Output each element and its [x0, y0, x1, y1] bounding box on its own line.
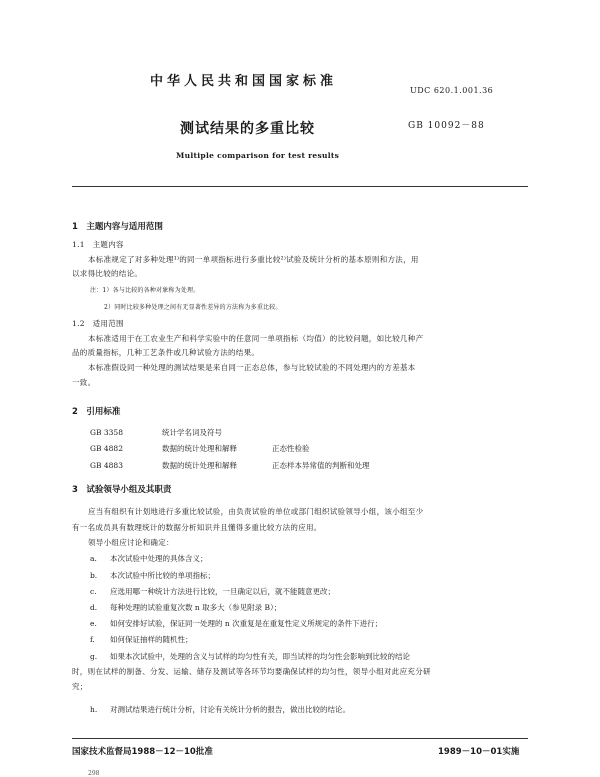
list-item-g-continuation-2: 究；	[72, 682, 88, 691]
header-divider	[72, 186, 528, 187]
approval-date: 国家技术监督局1988－12－10批准	[72, 747, 213, 757]
list-item-text: 本次试验中处理的具体含义；	[110, 554, 208, 563]
reference-name: 统计学名词及符号	[162, 428, 222, 437]
section-1-1-paragraph-line1: 本标准规定了对多种处理¹⁾的同一单项指标进行多重比较²⁾试验及统计分析的基本原则和方法，用	[88, 255, 419, 264]
document-title: 测试结果的多重比较	[180, 121, 315, 137]
section-1-title: 1 主题内容与适用范围	[72, 222, 163, 232]
list-item	[90, 651, 410, 662]
list-item-text: 应选用哪一种统计方法进行比较，一旦确定以后，就不能随意更改；	[110, 587, 335, 596]
reference-name: 数据的统计处理和解释	[162, 444, 237, 453]
document-title-en: Multiple comparison for test results	[176, 151, 340, 160]
reference-extra: 正态样本异常值的判断和处理	[272, 461, 370, 470]
list-item	[90, 570, 215, 581]
reference-row	[90, 460, 370, 471]
list-item-text: 本次试验中所比较的单项指标；	[110, 571, 215, 580]
list-item	[90, 553, 208, 564]
list-item-letter: a.	[90, 554, 97, 563]
reference-extra: 正态性检验	[272, 444, 310, 453]
section-3-title: 3 试验领导小组及其职责	[72, 485, 172, 495]
section-1-1-title: 1.1 主题内容	[72, 240, 124, 249]
section-1-2-paragraph2-line1: 本标准假设同一种处理的测试结果是来自同一正态总体，参与比较试验的不同处理内的方差基本	[88, 363, 416, 372]
section-2-title: 2 引用标准	[72, 407, 121, 417]
list-item	[90, 704, 350, 715]
list-item-g-continuation-1: 时，则在试样的制备、分发、运输、储存及测试等各环节均要确保试样的均匀性，领导小组对此应充分研	[72, 667, 431, 676]
udc-code: UDC 620.1.001.36	[410, 86, 494, 95]
page-number: 298	[88, 770, 100, 777]
list-item-letter: c.	[90, 587, 97, 596]
list-item-text: 如何保证抽样的随机性；	[110, 635, 193, 644]
footer-divider	[72, 738, 528, 739]
list-item-text: 如何安排好试验，保证同一处理的 n 次重复是在重复性定义所规定的条件下进行；	[110, 619, 383, 628]
reference-code: GB 4883	[90, 461, 123, 470]
section-3-paragraph2: 领导小组应讨论和确定：	[88, 538, 174, 547]
list-item-letter: e.	[90, 619, 97, 628]
list-item-text: 每种处理的试验重复次数 n 取多大（参见附录 B）；	[110, 603, 282, 612]
section-3-paragraph1-line1: 应当有组织有计划地进行多重比较试验，由负责试验的单位或部门组织试验领导小组，该小组至少	[88, 507, 424, 516]
reference-row	[90, 443, 310, 454]
section-1-2-paragraph1-line1: 本标准适用于在工农业生产和科学实验中的任意同一单项指标（均值）的比较问题，如比较几种产	[88, 334, 424, 343]
footnote-2: 2）同时比较多种处理之间有无显著性差异的方法称为多重比较。	[104, 304, 282, 311]
section-3-paragraph1-line2: 有一名成员具有数理统计的数据分析知识并且懂得多重比较方法的应用。	[72, 523, 322, 532]
footnote-1: 注：1）各与比较的各种对象称为处理。	[90, 287, 200, 294]
reference-row	[90, 427, 272, 438]
gb-code: GB 10092－88	[408, 121, 485, 131]
list-item	[90, 602, 281, 613]
list-item	[90, 586, 335, 597]
list-item	[90, 634, 193, 645]
reference-code: GB 3358	[90, 428, 123, 437]
section-1-2-title: 1.2 适用范围	[72, 319, 124, 328]
reference-code: GB 4882	[90, 444, 123, 453]
reference-name: 数据的统计处理和解释	[162, 461, 237, 470]
list-item-letter: f.	[90, 635, 95, 644]
list-item-letter: g.	[90, 652, 98, 661]
standard-issuer: 中华人民共和国国家标准	[150, 74, 338, 89]
list-item-text: 如果本次试验中，处理的含义与试样的均匀性有关，即当试样的均匀性会影响到比较的结论	[110, 652, 410, 661]
list-item-letter: d.	[90, 603, 98, 612]
section-1-2-paragraph1-line2: 品的质量指标，几种工艺条件或几种试验方法的结果。	[72, 348, 260, 357]
list-item-letter: h.	[90, 705, 98, 714]
section-1-2-paragraph2-line2: 一致。	[72, 378, 96, 387]
effective-date: 1989－10－01实施	[438, 747, 520, 757]
list-item-letter: b.	[90, 571, 98, 580]
list-item-text: 对测试结果进行统计分析，讨论有关统计分析的报告，做出比较的结论。	[110, 705, 350, 714]
list-item	[90, 618, 382, 629]
section-1-1-paragraph-line2: 以求得比较的结论。	[72, 269, 143, 278]
